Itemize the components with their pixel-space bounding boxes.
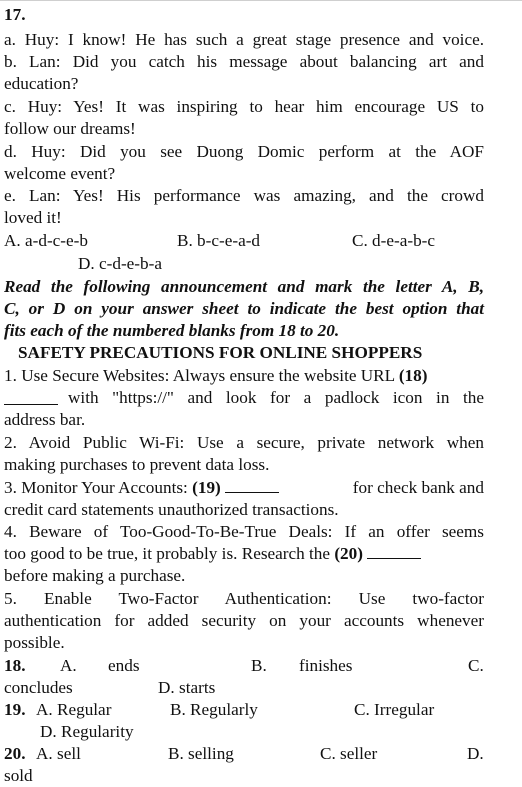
question-17-number: 17. (4, 5, 26, 24)
item5-line3: possible. (4, 633, 65, 652)
item4-line2 (4, 543, 421, 565)
q17-option-c[interactable]: C. d-e-a-b-c (352, 231, 436, 250)
q20-option-d[interactable]: sold (4, 766, 33, 785)
q18-option-b[interactable]: finishes (299, 656, 353, 675)
item4-text: too good to be true, it probably is. Research the (4, 544, 331, 563)
item3-line1 (4, 477, 484, 499)
q20-option-d-letter[interactable]: D. (467, 744, 484, 763)
instruction-line-2: C, or D on your answer sheet to indicate the best option that (4, 299, 484, 318)
item1-line1 (4, 365, 427, 387)
q19-option-c[interactable]: C. Irregular (354, 700, 435, 719)
q17-line-d-cont: welcome event? (4, 164, 116, 183)
item1-text-2: with "https://" and look for a padlock icon in the (68, 388, 484, 407)
q18-option-c[interactable]: concludes (4, 678, 73, 697)
q17-line-c-cont: follow our dreams! (4, 119, 136, 138)
q18-option-a-letter[interactable]: A. (60, 656, 77, 675)
q17-line-e-cont: loved it! (4, 208, 62, 227)
blank-19-number: (19) (192, 478, 221, 497)
item3-text: 3. Monitor Your Accounts: (4, 478, 188, 497)
question-18-number: 18. (4, 656, 26, 675)
q18-option-d[interactable]: D. starts (158, 678, 216, 697)
item2-line2: making purchases to prevent data loss. (4, 455, 270, 474)
q17-line-b: b. Lan: Did you catch his message about balancing art and (4, 52, 484, 71)
q20-option-c[interactable]: C. seller (320, 744, 378, 763)
item5-line1: 5. Enable Two-Factor Authentication: Use two-factor (4, 589, 484, 608)
question-20-number: 20. (4, 744, 26, 763)
q17-option-a[interactable]: A. a-d-c-e-b (4, 231, 88, 250)
q19-option-d[interactable]: D. Regularity (40, 722, 134, 741)
q20-option-b[interactable]: B. selling (168, 744, 234, 763)
q17-line-c: c. Huy: Yes! It was inspiring to hear him encourage US to (4, 97, 484, 116)
q17-line-e: e. Lan: Yes! His performance was amazing, and the crowd (4, 186, 484, 205)
q17-line-a: a. Huy: I know! He has such a great stage presence and voice. (4, 30, 484, 49)
blank-18-number: (18) (398, 366, 428, 385)
item3-text-end: for check bank and (352, 478, 484, 497)
question-19-number: 19. (4, 700, 26, 719)
q18-option-c-letter[interactable]: C. (468, 656, 484, 675)
announcement-title: SAFETY PRECAUTIONS FOR ONLINE SHOPPERS (18, 343, 423, 362)
blank-20[interactable] (367, 544, 421, 559)
q19-option-a[interactable]: A. Regular (36, 700, 112, 719)
blank-20-number: (20) (334, 544, 363, 563)
instruction-line-1: Read the following announcement and mark the letter A, B, (4, 277, 484, 296)
q17-line-d: d. Huy: Did you see Duong Domic perform at the AOF (4, 142, 484, 161)
q17-option-b[interactable]: B. b-c-e-a-d (177, 231, 261, 250)
item1-line3: address bar. (4, 410, 86, 429)
instruction-line-3: fits each of the numbered blanks from 18 to 20. (4, 321, 340, 340)
blank-18[interactable] (4, 390, 58, 405)
q19-option-b[interactable]: B. Regularly (170, 700, 258, 719)
item1-text: 1. Use Secure Websites: Always ensure the website URL (4, 366, 395, 385)
item5-line2: authentication for added security on your accounts whenever (4, 611, 484, 630)
item4-line3: before making a purchase. (4, 566, 186, 585)
top-border (0, 0, 522, 1)
item2-line1: 2. Avoid Public Wi-Fi: Use a secure, private network when (4, 433, 484, 452)
q17-option-d[interactable]: D. c-d-e-b-a (78, 254, 162, 273)
item3-line2: credit card statements unauthorized transactions. (4, 500, 339, 519)
item4-line1: 4. Beware of Too-Good-To-Be-True Deals: If an offer seems (4, 522, 484, 541)
q18-option-b-letter[interactable]: B. (251, 656, 267, 675)
item1-line2 (4, 387, 484, 409)
q17-line-b-cont: education? (4, 74, 79, 93)
q20-option-a[interactable]: A. sell (36, 744, 81, 763)
q18-option-a[interactable]: ends (108, 656, 140, 675)
blank-19[interactable] (225, 478, 279, 493)
